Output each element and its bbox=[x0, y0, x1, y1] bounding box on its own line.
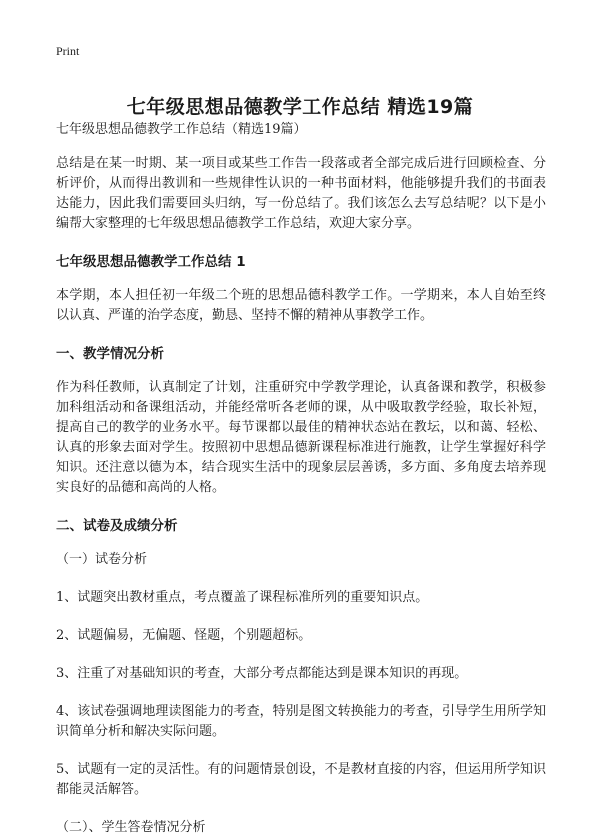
list-item: 5、试题有一定的灵活性。有的问题情景创设，不是教材直接的内容，但运用所学知识都能灵活解答。 bbox=[56, 762, 546, 797]
page-title: 七年级思想品德教学工作总结 精选19篇 bbox=[126, 95, 474, 118]
intro-paragraph: 总结是在某一时期、某一项目或某些工作告一段落或者全部完成后进行回顾检查、分析评价，从而得出教训和一些规律性认识的一种书面材料，他能够提升我们的书面表达能力，因此我们需要回头归纳，写一份总结了。我们该怎么去写总结呢？以下是小编帮大家整理的七年级思想品德教学工作总结，欢迎大家分享。 bbox=[56, 156, 546, 231]
teaching-analysis-paragraph: 作为科任教师，认真制定了计划，注重研究中学教学理论，认真备课和教学，积极参加科组活动和备课组活动，并能经常听各老师的课，从中吸取教学经验，取长补短，提高自己的教学的业务水平。每节课都以最佳的精神状态站在教坛，以和蔼、轻松、认真的形象去面对学生。按照初中思想品德新课程标准进行施教，让学生掌握好科学知识。还注意以德为本，结合现实生活中的现象层层善诱，多方面、多角度去培养现实良好的品德和高尚的人格。 bbox=[56, 380, 546, 495]
student-answers-subheading: （二）、学生答卷情况分析 bbox=[56, 820, 206, 835]
section-1-heading: 七年级思想品德教学工作总结 1 bbox=[56, 254, 246, 270]
section-1-paragraph: 本学期，本人担任初一年级二个班的思想品德科教学工作。一学期来，本人自始至终以认真、严谨的治学态度，勤恳、坚持不懈的精神从事教学工作。 bbox=[56, 288, 546, 323]
print-link[interactable]: Print bbox=[56, 44, 80, 58]
teaching-analysis-heading: 一、教学情况分析 bbox=[56, 346, 164, 362]
list-item: 2、试题偏易，无偏题、怪题，个别题超标。 bbox=[56, 628, 312, 643]
document-subtitle: 七年级思想品德教学工作总结（精选19篇） bbox=[56, 122, 307, 137]
exam-analysis-heading: 二、试卷及成绩分析 bbox=[56, 518, 178, 534]
list-item: 4、该试卷强调地理读图能力的考查，特别是图文转换能力的考查，引导学生用所学知识简单分析和解决实际问题。 bbox=[56, 704, 546, 739]
document-body bbox=[56, 120, 546, 838]
list-item: 1、试题突出教材重点，考点覆盖了课程标准所列的重要知识点。 bbox=[56, 590, 429, 605]
list-item: 3、注重了对基础知识的考查，大部分考点都能达到是课本知识的再现。 bbox=[56, 666, 468, 681]
exam-paper-subheading: （一）试卷分析 bbox=[56, 552, 148, 567]
